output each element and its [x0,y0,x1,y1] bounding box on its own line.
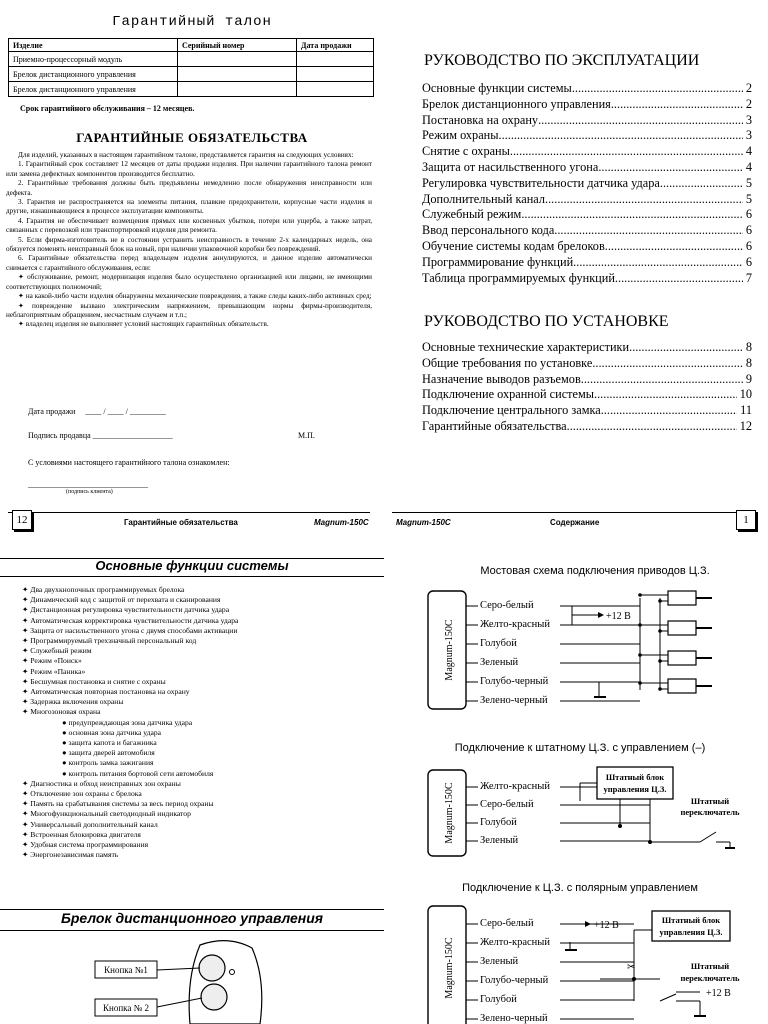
toc-item-page: 6 [745,223,752,238]
toc-item-page: 6 [745,238,752,253]
paragraph: ✦ обслуживание, ремонт, модернизация изделия было осуществлено организацией или лицами, не имеющими соответствующих полномочий; [6,273,372,291]
toc-item-label: Защита от насильственного угона [422,159,599,174]
list-item: ✦ Многозоновая охрана [22,707,101,717]
sale-date-field: Дата продажи ____ / ____ / _________ [28,407,166,416]
toc-item-label: Дополнительный канал [422,191,546,206]
wire-label: Зелено-черный [480,695,548,706]
wire-label: Зеленый [480,956,519,967]
key-fob-body [189,941,262,1024]
wire-label: Серо-белый [480,600,534,611]
actuator-body [668,621,696,635]
list-item: ✦ Дистанционная регулировка чувствительности датчика удара [22,605,230,615]
toc-item-page: 5 [745,175,752,190]
toc-item-label: Обучение системы кодам брелоков [422,238,605,253]
switch-icon [660,994,676,1001]
table-cell: Брелок дистанционного управления [9,82,178,97]
actuator-body [668,679,696,693]
paragraph: ✦ владелец изделия не выполняет условий настоящих гарантийных обязательств. [18,320,269,329]
client-signature-line: ______________________________ [28,480,148,489]
features-title: Основные функции системы [95,558,289,573]
supply-label-3b: +12 В [706,988,731,999]
bridge-wiring-diagram [428,565,712,709]
paragraph: 2. Гарантийные требования должны быть предъявлены немедленно после обнаружения неисправности или дефекта. [6,179,372,197]
factory-switch-label: Штатный [690,961,730,971]
toc-item-page: 2 [745,81,752,95]
toc-item-page: 11 [740,403,752,418]
toc-item-page: 5 [745,191,752,206]
paragraph: 1. Гарантийный срок составляет 12 месяцев от даты продажи изделия. При наличии гарантийного талона ремонт или замена дефектных компонентов производится бесплатно. [6,160,372,178]
door-actuator [638,591,712,605]
actuator-body [668,651,696,665]
list-item: ✦ Автоматическая корректировка чувствительности датчика удара [22,615,239,625]
list-item: ● защита дверей автомобиля [62,748,155,758]
list-item: ✦ Энергонезависимая память [22,850,119,860]
warranty-card-title: Гарантийный талон [112,14,272,30]
paragraph: 5. Если фирма-изготовитель не в состоянии устранить неисправность в течение 2-х календарных недель, она обязуется поменять неисправный блок на новый, при наличии упаковочной коробки без повреждений. [6,235,372,254]
door-actuator [638,679,712,693]
table-header: Серийный номер [178,39,297,52]
diagram-2-title: Подключение к штатному Ц.З. с управлением (–) [454,742,706,754]
cut-scissors-icon: ✂ [627,962,636,973]
wire-label: Желто-красный [480,619,550,630]
door-actuator [638,651,712,665]
wire-label: Серо-белый [480,918,534,929]
obligations-title: ГАРАНТИЙНЫЕ ОБЯЗАТЕЛЬСТВА [76,130,308,145]
negative-control-diagram [428,742,740,856]
list-item: ✦ Диагностика и обход неисправных зон охраны [22,778,181,788]
toc-item-page: 12 [739,418,752,433]
page-number-right: 1 [736,510,756,530]
toc-item-label: Таблица программируемых функций [422,270,615,285]
factory-block-label: управления Ц.З. [603,784,667,794]
page-number-left: 12 [12,510,32,530]
footer-model-left: Magnum-150C [314,518,369,527]
module-label-3: Magnum-150C [444,937,455,999]
list-item: ✦ Программируемый трехзначный персональный код [22,636,197,646]
button-2-label: Кнопка № 2 [103,1003,149,1013]
fob-led [230,970,235,975]
switch-icon [700,832,716,842]
wire-label: Серо-белый [480,799,534,810]
supply-label-3: +12 В [594,920,619,931]
list-item: ● контроль замка зажигания [62,758,154,768]
diagram-1-title: Мостовая схема подключения приводов Ц.З. [480,565,710,577]
list-item: ✦ Динамический код с защитой от перехвата и сканирования [22,595,221,605]
toc-item-label: Назначение выводов разъемов [422,371,581,386]
list-item: ✦ Режим «Поиск» [22,656,82,666]
factory-block-label: управления Ц.З. [659,927,723,937]
toc-item-label: Гарантийные обязательства [422,418,567,433]
factory-switch-label: переключатель [680,973,740,983]
fob-button-1 [199,955,225,981]
table-cell: Приемно-процессорный модуль [9,52,178,67]
arrow-icon [598,612,604,618]
toc-item-page: 8 [745,355,752,370]
polar-control-diagram [428,882,740,1024]
door-actuator [638,621,712,635]
toc-item-page: 9 [745,371,752,386]
list-item: ✦ Автоматическая повторная постановка на охрану [22,687,190,697]
diagram-3-title: Подключение к Ц.З. с полярным управлением [462,882,698,894]
toc-item-page: 6 [745,254,752,269]
wire-label: Голубо-черный [480,975,549,986]
toc-item-label: Снятие с охраны [422,144,510,159]
list-item: ✦ Защита от насильственного угона с двумя способами активации [22,625,238,635]
toc-item-label: Постановка на охрану [422,112,539,127]
factory-switch-label: Штатный [690,796,730,806]
service-period: Срок гарантийного обслуживания – 12 месяцев. [20,104,195,113]
toc-item-label: Основные функции системы [422,81,572,95]
junction [618,824,622,828]
list-item: ✦ Два двухкнопочных программируемых брелока [22,585,185,594]
toc-item-label: Программирование функций [422,254,574,269]
list-item: ✦ Удобная система программирования [22,840,149,850]
toc-item-label: Подключение охранной системы [422,387,595,402]
list-item: ✦ Бесшумная постановка и снятие с охраны [22,676,166,686]
toc-item-page: 3 [745,112,752,127]
wire-label: Желто-красный [480,937,550,948]
wire-label: Зеленый [480,835,519,846]
factory-block-label: Штатный блок [661,915,721,925]
wire-label: Голубой [480,817,517,828]
paragraph: Для изделий, указанных в настоящем гарантийном талоне, представляется гарантия на следующих условиях: [18,151,354,159]
table-cell: Брелок дистанционного управления [9,67,178,82]
toc-item-label: Основные технические характеристики [422,340,630,354]
wire-label: Зеленый [480,657,519,668]
toc-item-page: 4 [745,144,752,159]
toc-item-page: 6 [745,207,752,222]
footer-model-right: Magnum-150C [396,518,451,527]
list-item: ✦ Память на срабатывания системы за весь период охраны [22,799,214,809]
toc-item-page: 8 [745,340,752,354]
toc-item-page: 3 [745,128,752,143]
toc-item-label: Служебный режим [422,207,522,222]
paragraph: 6. Гарантийные обязательства перед владельцем изделия аннулируются, и данное изделие автоматически снимается с гарантийного обслуживания, если: [6,254,372,272]
agreement-text: С условиями настоящего гарантийного талона ознакомлен: [28,458,230,467]
supply-label-1: +12 В [606,611,631,622]
seller-signature-field: Подпись продавца ____________________ [28,431,173,440]
toc-item-page: 10 [739,387,752,402]
key-fob [95,941,262,1024]
list-item: ✦ Отключение зон охраны с брелока [22,789,142,799]
toc-item-label: Регулировка чувствительности датчика удара [422,175,660,190]
junction [638,593,642,597]
list-item: ✦ Универсальный дополнительный канал [22,819,158,829]
paragraph: 4. Гарантия не обеспечивает возмещения прямых или косвенных убытков, потери или ущерба, а также затрат, связанных с перевозкой или транспортировкой изделия для ремонта. [6,216,372,235]
paragraph: ✦ повреждение вызвано электрическим напряжением, превышающим нормы фирмы-производителя, неблагоприятным обращением, несчастным случаем и т.п.; [6,301,372,319]
factory-block-label: Штатный блок [605,772,665,782]
table-header: Изделие [9,39,178,52]
list-item: ● защита капота и багажника [62,738,157,748]
wire-label: Зелено-черный [480,1013,548,1024]
toc-item-page: 4 [745,159,752,174]
list-item: ✦ Служебный режим [22,646,92,656]
toc-item-page: 2 [745,96,752,111]
module-label-2: Magnum-150C [444,782,455,844]
wire-label: Голубо-черный [480,676,549,687]
wire-label: Голубой [480,994,517,1005]
paragraph: ✦ на какой-либо части изделия обнаружены механические повреждения, а также следы каких-либо активных сред; [18,292,372,301]
list-item: ● основная зона датчика удара [62,727,162,737]
toc-install-title: РУКОВОДСТВО ПО УСТАНОВКЕ [424,313,669,330]
footer-section-right: Содержание [550,518,600,527]
toc-item-label: Подключение центрального замка [422,403,601,418]
actuator-body [668,591,696,605]
toc-operation-title: РУКОВОДСТВО ПО ЭКСПЛУАТАЦИИ [424,52,700,69]
toc-item-label: Ввод персонального кода [422,223,555,238]
list-item: ✦ Встроенная блокировка двигателя [22,829,141,839]
button-1-label: Кнопка №1 [104,965,148,975]
toc-item-label: Режим охраны [422,128,499,143]
toc-item-label: Брелок дистанционного управления [422,96,611,111]
footer-section-left: Гарантийные обязательства [124,518,238,527]
module-label-1: Magnum-150C [444,619,455,681]
fob-button-2 [201,984,227,1010]
list-item: ● контроль питания бортовой сети автомобиля [62,768,214,778]
list-item: ✦ Режим «Паника» [22,666,86,676]
wire-label: Желто-красный [480,781,550,792]
remote-title: Брелок дистанционного управления [60,910,324,926]
table-header: Дата продажи [297,39,374,52]
client-signature-caption: (подпись клиента) [66,489,113,495]
factory-switch-label: переключатель [680,807,740,817]
list-item: ✦ Задержка включения охраны [22,697,124,707]
wire-label: Голубой [480,638,517,649]
toc-item-page: 7 [745,270,752,285]
list-item: ✦ Многофункциональный светодиодный индикатор [22,809,191,819]
paragraph: 3. Гарантия не распространяется на элементы питания, плавкие предохранители, корпусные части изделия и другие, изнашивающиеся в процессе эксплуатации компоненты. [6,198,372,216]
toc-item-label: Общие требования по установке [422,355,593,370]
stamp-placeholder: М.П. [298,431,315,440]
list-item: ● предупреждающая зона датчика удара [62,717,193,727]
arrow-icon [585,921,591,927]
